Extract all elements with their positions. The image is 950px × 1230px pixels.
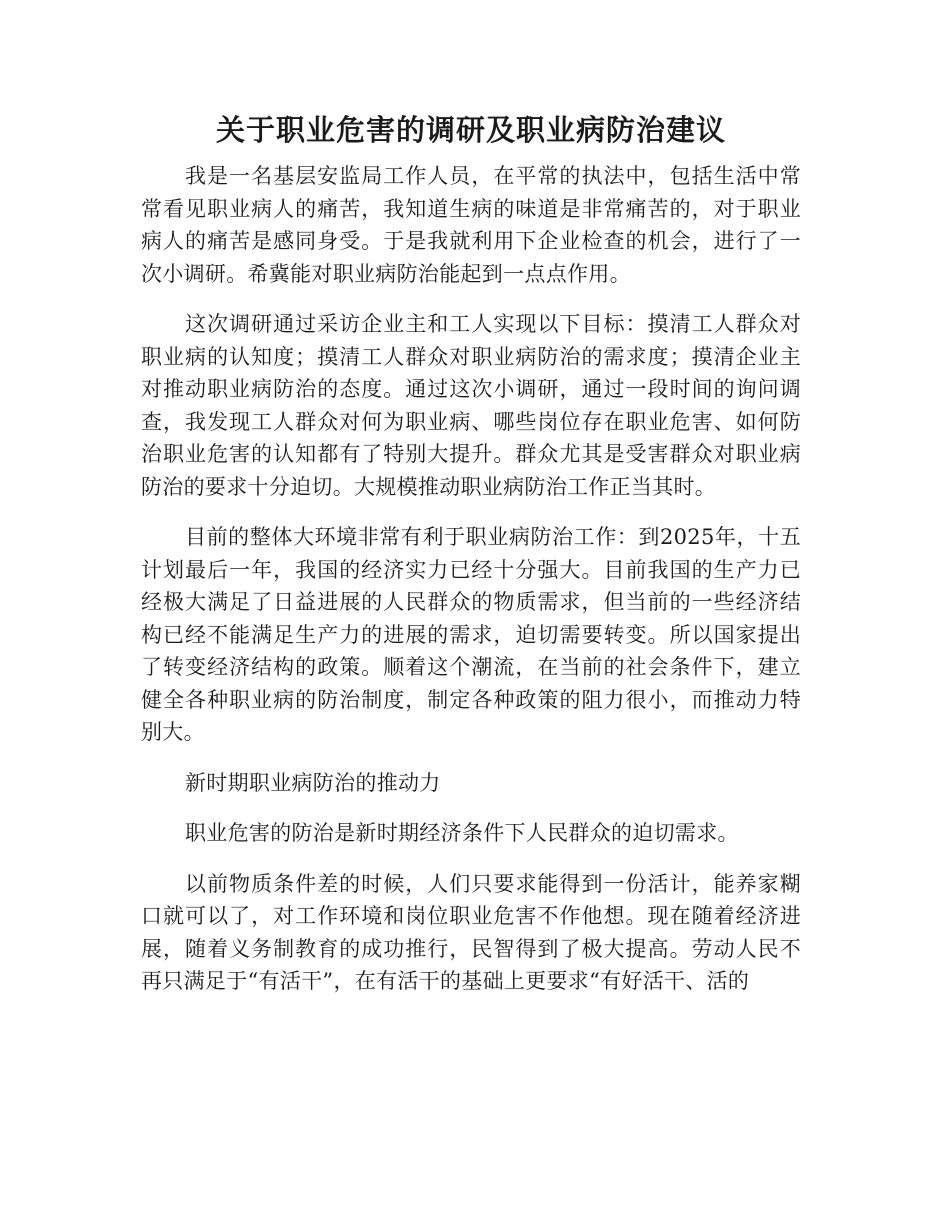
- paragraph-demand: 职业危害的防治是新时期经济条件下人民群众的迫切需求。: [185, 821, 739, 845]
- paragraph-history: 以前物质条件差的时候，人们只要求能得到一份活计，能养家糊口就可以了，对工作环境和岗位职业危害不作他想。现在随着经济进展，随着义务制教育的成功推行，民智得到了极大提高。劳动人民不再只满足于“有活干”，在有活干的基础上更要求“有好活干、活的: [141, 871, 801, 993]
- paragraph-survey-goals: 这次调研通过采访企业主和工人实现以下目标：摸清工人群众对职业病的认知度；摸清工人群众对职业病防治的需求度；摸清企业主对推动职业病防治的态度。通过这次小调研，通过一段时间的询问调查，我发现工人群众对何为职业病、哪些岗位存在职业危害、如何防治职业危害的认知都有了特别大提升。群众尤其是受害群众对职业病防治的要求十分迫切。大规模推动职业病防治工作正当其时。: [141, 312, 801, 499]
- paragraph-intro: 我是一名基层安监局工作人员，在平常的执法中，包括生活中常常看见职业病人的痛苦，我知道生病的味道是非常痛苦的，对于职业病人的痛苦是感同身受。于是我就利用下企业检查的机会，进行了一次小调研。希冀能对职业病防治能起到一点点作用。: [141, 164, 801, 286]
- document-page: [141, 108, 801, 1016]
- paragraph-environment: 目前的整体大环境非常有利于职业病防治工作：到2025年，十五计划最后一年，我国的经济实力已经十分强大。目前我国的生产力已经极大满足了日益进展的人民群众的物质需求，但当前的一些经济结构已经不能满足生产力的进展的需求，迫切需要转变。所以国家提出了转变经济结构的政策。顺着这个潮流，在当前的社会条件下，建立健全各种职业病的防治制度，制定各种政策的阻力很小，而推动力特别大。: [141, 525, 801, 744]
- document-title: 关于职业危害的调研及职业病防治建议: [215, 113, 726, 147]
- section-heading-driving-force: 新时期职业病防治的推动力: [185, 770, 441, 795]
